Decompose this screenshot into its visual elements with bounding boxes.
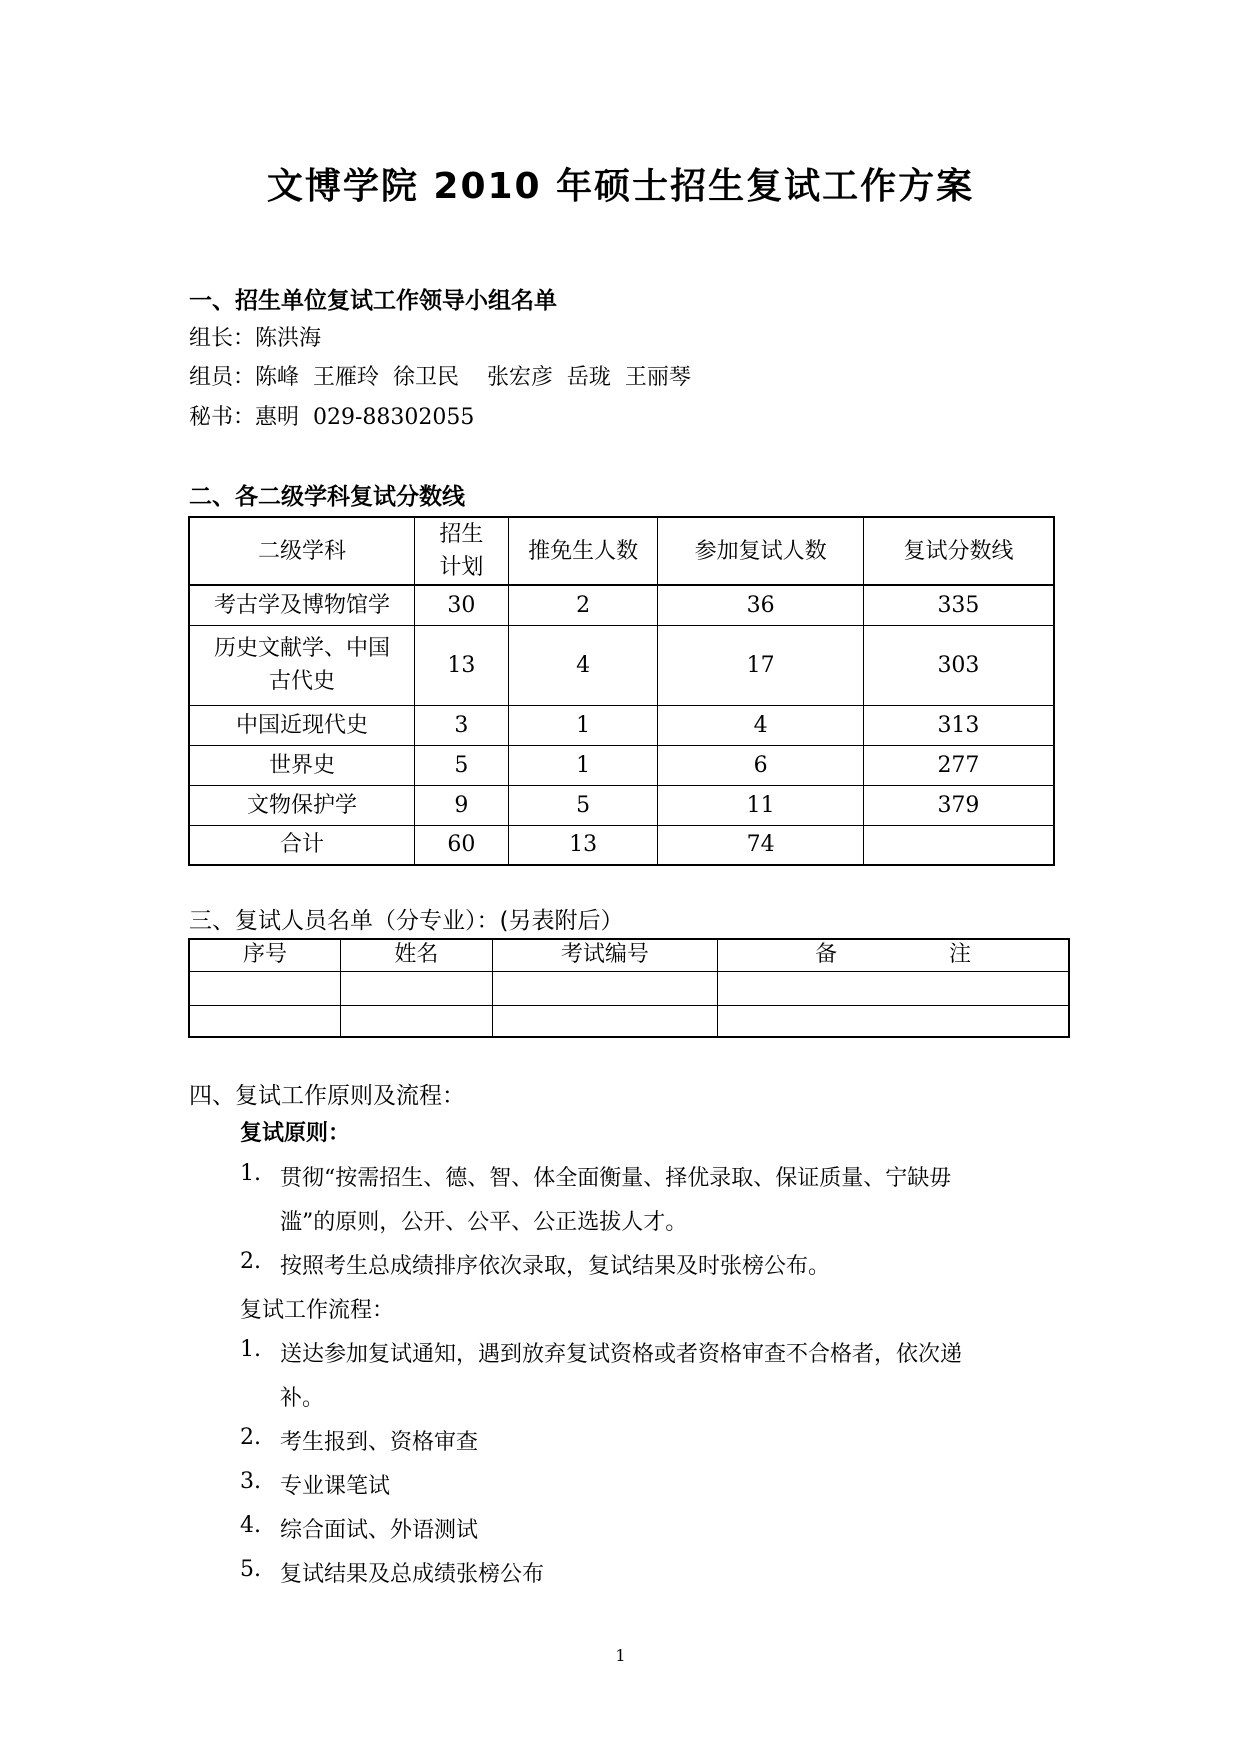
process-text-line1: 复试结果及总成绩张榜公布 — [280, 1562, 545, 1587]
table-header-row — [189, 939, 1069, 971]
empty-cell — [189, 1005, 341, 1037]
table-row — [189, 585, 1054, 625]
principle-text-line1: 按照考生总成绩排序依次录取，复试结果及时张榜公布。 — [280, 1254, 831, 1279]
table-row — [189, 705, 1054, 745]
cell-plan: 30 — [414, 585, 508, 625]
table-row — [189, 1005, 1069, 1037]
cell-subject: 考古学及博物馆学 — [189, 585, 414, 625]
interviewee-table — [188, 938, 1070, 1038]
cell-subject: 世界史 — [189, 745, 414, 785]
cell-attend: 74 — [658, 825, 863, 865]
score-line-table — [188, 516, 1055, 866]
cell-score — [863, 825, 1054, 865]
header-score: 复试分数线 — [863, 517, 1054, 585]
cell-score: 379 — [863, 785, 1054, 825]
cell-subject: 合计 — [189, 825, 414, 865]
principle-item — [240, 1249, 1060, 1279]
cell-attend: 36 — [658, 585, 863, 625]
table-row — [189, 971, 1069, 1005]
process-item — [240, 1425, 1060, 1455]
empty-cell — [492, 1005, 717, 1037]
process-text-line1: 送达参加复试通知，遇到放弃复试资格或者资格审查不合格者，依次递 — [280, 1342, 963, 1367]
header-plan — [414, 517, 508, 585]
table-row-total — [189, 825, 1054, 865]
cell-score: 313 — [863, 705, 1054, 745]
process-text-line1: 综合面试、外语测试 — [280, 1518, 479, 1543]
empty-cell — [341, 971, 493, 1005]
process-item — [240, 1337, 1060, 1417]
cell-exempt: 1 — [508, 705, 658, 745]
empty-cell — [718, 971, 1069, 1005]
document-title: 文博学院 2010 年硕士招生复试工作方案 — [266, 166, 975, 207]
list-number: 2. — [240, 1249, 261, 1274]
header-name: 姓名 — [341, 939, 493, 971]
cell-attend: 4 — [658, 705, 863, 745]
empty-cell — [492, 971, 717, 1005]
header-exam-no: 考试编号 — [492, 939, 717, 971]
table-header-row — [189, 517, 1054, 585]
cell-exempt: 13 — [508, 825, 658, 865]
cell-plan: 13 — [414, 625, 508, 705]
cell-plan: 9 — [414, 785, 508, 825]
process-item — [240, 1557, 1060, 1587]
section2-heading: 二、各二级学科复试分数线 — [189, 484, 465, 510]
process-item — [240, 1469, 1060, 1499]
cell-subject: 文物保护学 — [189, 785, 414, 825]
cell-exempt: 2 — [508, 585, 658, 625]
header-remarks: 备 注 — [718, 939, 1069, 971]
empty-cell — [341, 1005, 493, 1037]
principle-text-line1: 贯彻“按需招生、德、智、体全面衡量、择优录取、保证质量、宁缺毋 — [280, 1166, 952, 1191]
header-subject: 二级学科 — [189, 517, 414, 585]
cell-plan: 5 — [414, 745, 508, 785]
secretary-line: 秘书：惠明 029-88302055 — [189, 405, 475, 430]
cell-score: 303 — [863, 625, 1054, 705]
cell-plan: 3 — [414, 705, 508, 745]
table-row — [189, 785, 1054, 825]
list-number: 5. — [240, 1557, 261, 1582]
list-number: 4. — [240, 1513, 261, 1538]
process-title: 复试工作流程： — [240, 1298, 395, 1323]
cell-plan: 60 — [414, 825, 508, 865]
table-row — [189, 745, 1054, 785]
cell-exempt: 4 — [508, 625, 658, 705]
header-plan-line1: 招生 — [439, 522, 484, 547]
list-number: 3. — [240, 1469, 261, 1494]
header-exempt: 推免生人数 — [508, 517, 658, 585]
list-number: 1. — [240, 1161, 261, 1186]
process-item — [240, 1513, 1060, 1543]
list-number: 1. — [240, 1337, 261, 1362]
empty-cell — [718, 1005, 1069, 1037]
cell-attend: 6 — [658, 745, 863, 785]
section4-heading: 四、复试工作原则及流程： — [189, 1083, 465, 1109]
cell-exempt: 5 — [508, 785, 658, 825]
page-number: 1 — [615, 1646, 626, 1665]
leader-line: 组长：陈洪海 — [189, 326, 322, 351]
principle-item — [240, 1161, 1060, 1241]
section1-heading: 一、招生单位复试工作领导小组名单 — [189, 288, 557, 314]
list-number: 2. — [240, 1425, 261, 1450]
cell-subject-line2: 古代史 — [268, 669, 335, 694]
process-text-line1: 专业课笔试 — [280, 1474, 391, 1499]
header-index: 序号 — [189, 939, 341, 971]
empty-cell — [189, 971, 341, 1005]
principle-text-line2: 滥”的原则，公开、公平、公正选拔人才。 — [280, 1210, 688, 1235]
cell-subject — [189, 625, 414, 705]
cell-exempt: 1 — [508, 745, 658, 785]
cell-subject-line1: 历史文献学、中国 — [213, 636, 390, 661]
process-text-line1: 考生报到、资格审查 — [280, 1430, 479, 1455]
cell-subject: 中国近现代史 — [189, 705, 414, 745]
members-line: 组员：陈峰 王雁玲 徐卫民 张宏彦 岳珑 王丽琴 — [189, 365, 691, 390]
section3-heading: 三、复试人员名单（分专业）：(另表附后） — [189, 908, 624, 934]
cell-score: 277 — [863, 745, 1054, 785]
cell-attend: 11 — [658, 785, 863, 825]
header-attend: 参加复试人数 — [658, 517, 863, 585]
process-text-line2: 补。 — [280, 1386, 325, 1411]
table-row — [189, 625, 1054, 705]
cell-attend: 17 — [658, 625, 863, 705]
cell-score: 335 — [863, 585, 1054, 625]
principles-title: 复试原则： — [240, 1121, 351, 1146]
header-plan-line2: 计划 — [439, 555, 484, 580]
